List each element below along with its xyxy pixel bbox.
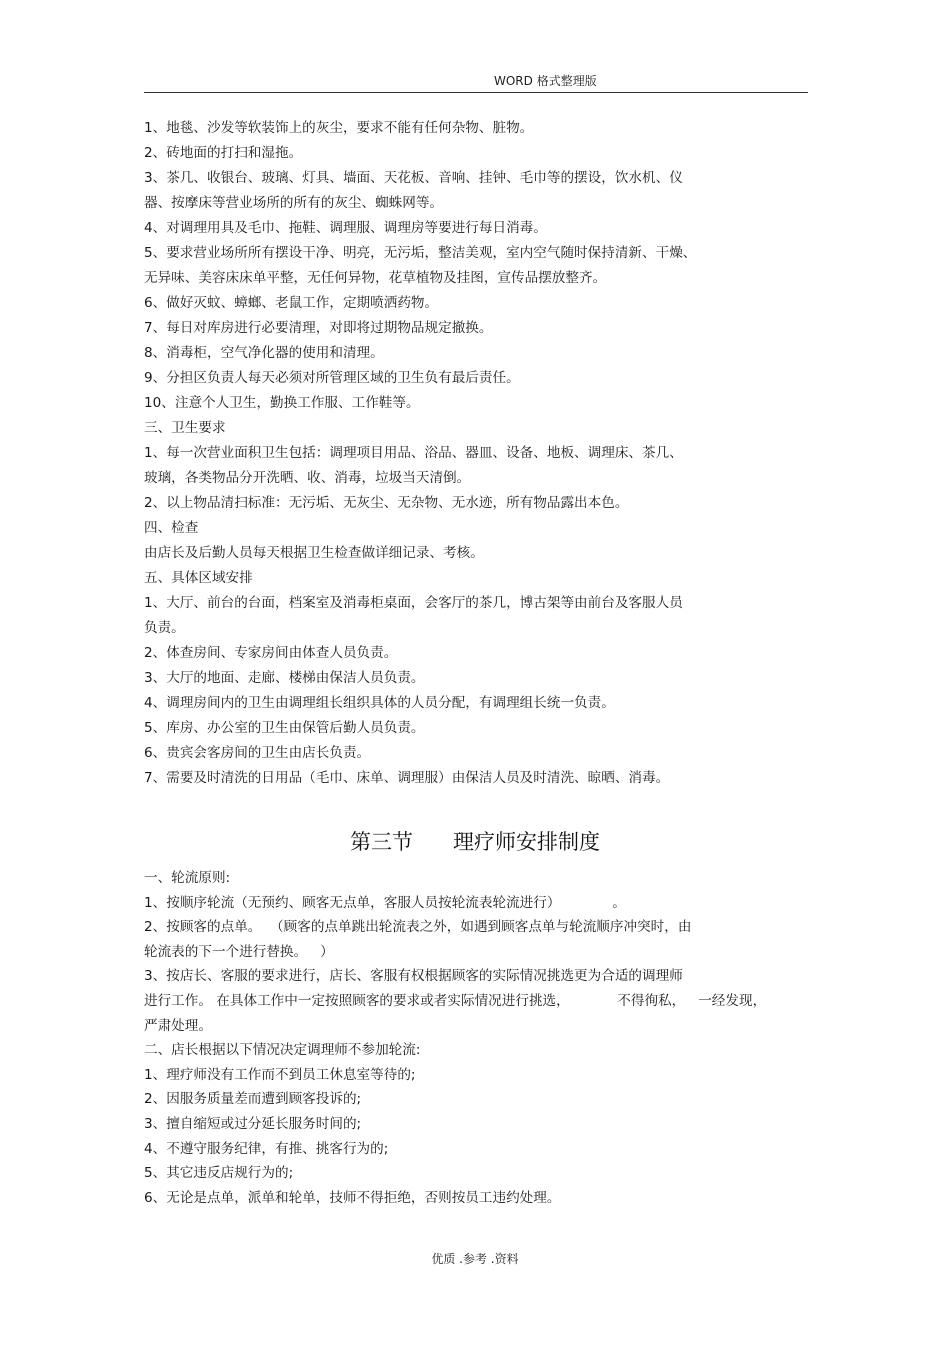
section-line: 1、理疗师没有工作而不到员工休息室等待的;: [144, 1066, 416, 1083]
body-line: 6、贵宾会客房间的卫生由店长负责。: [144, 745, 371, 761]
page-header: [144, 68, 808, 93]
body-line: 器、按摩床等营业场所的所有的灰尘、蜘蛛网等。: [144, 195, 444, 211]
section-title: 第三节 理疗师安排制度: [349, 830, 601, 854]
subheading-hygiene-requirements: 三、卫生要求: [144, 420, 226, 436]
body-line: 8、消毒柜，空气净化器的使用和清理。: [144, 345, 384, 361]
section-line: 进行工作。 在具体工作中一定按照顾客的要求或者实际情况进行挑选， 不得徇私， 一经发现，: [144, 992, 767, 1009]
body-line: 7、每日对库房进行必要清理，对即将过期物品规定撤换。: [144, 320, 493, 336]
body-line: 3、茶几、收银台、玻璃、灯具、墙面、天花板、音响、挂钟、毛巾等的摆设，饮水机、仪: [144, 170, 683, 186]
page-footer: 优质 .参考 .资料: [431, 1252, 519, 1266]
body-line: 3、大厅的地面、走廊、楼梯由保洁人员负责。: [144, 670, 425, 686]
section-line: 2、按顾客的点单。 （顾客的点单跳出轮流表之外，如遇到顾客点单与轮流顺序冲突时，由: [144, 919, 692, 936]
body-line: 4、对调理用具及毛巾、拖鞋、调理服、调理房等要进行每日消毒。: [144, 220, 547, 236]
section-line: 4、不遵守服务纪律，有推、挑客行为的;: [144, 1140, 389, 1157]
body-line: 5、库房、办公室的卫生由保管后勤人员负责。: [144, 720, 425, 736]
subheading-area-arrangement: 五、具体区域安排: [144, 570, 253, 586]
subheading-rotation-principle: 一、轮流原则:: [144, 870, 231, 886]
body-line: 9、分担区负责人每天必须对所管理区域的卫生负有最后责任。: [144, 370, 520, 386]
subheading-exclusion-rules: 二、店长根据以下情况决定调理师不参加轮流:: [144, 1042, 421, 1059]
body-line: 2、体查房间、专家房间由体查人员负责。: [144, 645, 398, 661]
body-line: 无异味、美容床床单平整，无任何异物，花草植物及挂图，宣传品摆放整齐。: [144, 270, 607, 286]
subheading-inspection: 四、检查: [144, 520, 199, 536]
body-line: 10、注意个人卫生，勤换工作服、工作鞋等。: [144, 395, 420, 411]
body-line: 6、做好灭蚊、蟑螂、老鼠工作，定期喷洒药物。: [144, 295, 439, 311]
body-line: 5、要求营业场所所有摆设干净、明亮，无污垢，整洁美观，室内空气随时保持清新、干燥、: [144, 245, 697, 261]
body-line: 由店长及后勤人员每天根据卫生检查做详细记录、考核。: [144, 545, 484, 561]
section-line: 5、其它违反店规行为的;: [144, 1165, 294, 1182]
body-line: 玻璃，各类物品分开洗晒、收、消毒，垃圾当天清倒。: [144, 470, 471, 486]
header-title: WORD 格式整理版: [494, 74, 597, 88]
section-line: 1、按顺序轮流（无预约、顾客无点单，客服人员按轮流表轮流进行） 。: [144, 894, 626, 911]
section-line: 严肃处理。: [144, 1017, 212, 1034]
body-line: 2、以上物品清扫标准：无污垢、无灰尘、无杂物、无水迹，所有物品露出本色。: [144, 495, 629, 511]
body-line: 1、大厅、前台的台面，档案室及消毒柜桌面，会客厅的茶几，博古架等由前台及客服人员: [144, 595, 683, 611]
section-line: 6、无论是点单，派单和轮单，技师不得拒绝，否则按员工违约处理。: [144, 1189, 561, 1206]
section-line: 2、因服务质量差而遭到顾客投诉的;: [144, 1091, 362, 1108]
therapist-section-body: [144, 866, 808, 1210]
section-line: 轮流表的下一个进行替换。 ）: [144, 943, 334, 960]
section-line: 3、按店长、客服的要求进行，店长、客服有权根据顾客的实际情况挑选更为合适的调理师: [144, 968, 683, 985]
body-line: 4、调理房间内的卫生由调理组长组织具体的人员分配，有调理组长统一负责。: [144, 695, 615, 711]
body-line: 2、砖地面的打扫和湿拖。: [144, 145, 303, 161]
body-line: 7、需要及时清洗的日用品（毛巾、床单、调理服）由保洁人员及时清洗、晾晒、消毒。: [144, 770, 670, 786]
body-line: 1、地毯、沙发等软装饰上的灰尘，要求不能有任何杂物、脏物。: [144, 120, 534, 136]
hygiene-section-body: [144, 116, 808, 791]
section-line: 3、擅自缩短或过分延长服务时间的;: [144, 1115, 362, 1132]
body-line: 1、每一次营业面积卫生包括：调理项目用品、浴品、器皿、设备、地板、调理床、茶几、: [144, 445, 683, 461]
body-line: 负责。: [144, 620, 185, 636]
